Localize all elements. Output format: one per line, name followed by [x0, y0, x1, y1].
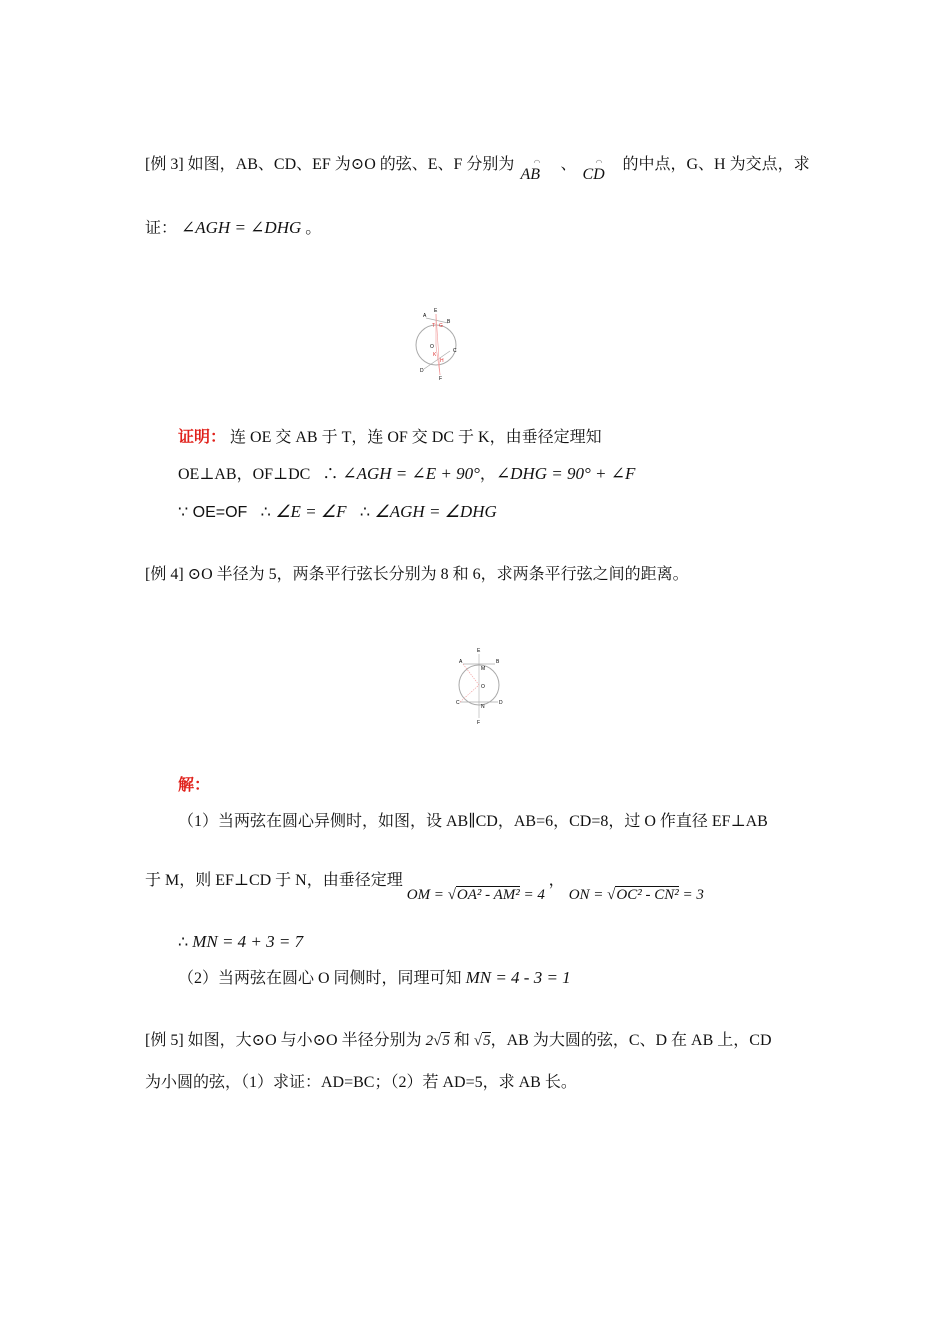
- ex3-figure-label: F: [439, 376, 443, 382]
- ex3-proof-line1: [178, 428, 602, 448]
- proof-eq-3c: ∠AGH = ∠DHG: [374, 502, 497, 521]
- ex4-figure-label: E: [477, 648, 481, 654]
- ex3-statement-line1: [145, 155, 810, 183]
- sol-text-1b: 于 M，则 EF⊥CD 于 N，由垂径定理: [145, 872, 403, 889]
- ex5-statement-line2: [145, 1073, 577, 1093]
- comma: ，: [548, 872, 565, 889]
- therefore-symbol: ∴: [178, 934, 189, 951]
- ex3-text-a: 如图，AB、CD、EF 为⊙O 的弦、E、F 分别为: [187, 156, 515, 173]
- proof-text-3a: OE=OF: [192, 504, 248, 521]
- ex3-statement-line2: [145, 218, 321, 239]
- ex4-tag: [例 4]: [145, 566, 184, 583]
- ex3-proof-line3: [178, 502, 497, 523]
- proof-text-2a: OE⊥AB，OF⊥DC: [178, 466, 311, 483]
- ex5-text-1: 如图，大⊙O 与小⊙O 半径分别为: [187, 1032, 422, 1049]
- mn-equation-2: MN = 4 - 3 = 1: [465, 968, 571, 987]
- ex5-and: 和: [453, 1032, 470, 1049]
- ex5-tag: [例 5]: [145, 1032, 184, 1049]
- ex4-figure: [455, 646, 505, 726]
- proof-eq-3b: ∠E = ∠F: [275, 502, 347, 521]
- arc-ab: ◠ AB: [520, 158, 541, 183]
- since-symbol: ∵: [178, 504, 189, 521]
- om-equation: OM = √OA² - AM² = 4: [406, 887, 545, 903]
- radius-small: √5: [473, 1033, 491, 1049]
- ex4-figure-label: N: [481, 704, 485, 710]
- ex3-figure-label: D: [420, 368, 424, 374]
- solution-label: 解：: [178, 777, 211, 794]
- ex5-text-2: ，AB 为大圆的弦，C、D 在 AB 上，CD: [490, 1032, 772, 1049]
- ex5-statement-line1: [145, 1031, 772, 1051]
- ex4-solution-line4: [178, 968, 571, 989]
- ex3-tag: [例 3]: [145, 156, 184, 173]
- ex3-figure-label: C: [453, 348, 457, 354]
- ex4-solution-line2: [145, 871, 704, 903]
- on-equation: ON = √OC² - CN² = 3: [568, 887, 704, 903]
- ex5-text-3: 为小圆的弦，（1）求证：AD=BC；（2）若 AD=5，求 AB 长。: [145, 1074, 577, 1091]
- ex4-figure-label: O: [481, 684, 485, 690]
- ex3-proof-line2: [178, 464, 635, 485]
- ex3-figure: [412, 306, 462, 382]
- ex4-figure-label: M: [481, 666, 486, 672]
- ex4-statement: [145, 565, 689, 585]
- ex4-text: ⊙O 半径为 5，两条平行弦长分别为 8 和 6，求两条平行弦之间的距离。: [187, 566, 689, 583]
- therefore-symbol: ∴: [359, 504, 371, 521]
- proof-eq-2c: ∠DHG = 90° + ∠F: [495, 464, 636, 483]
- ex4-figure-label: B: [496, 659, 500, 665]
- ex3-figure-label: T: [432, 323, 436, 329]
- ex4-figure-label: D: [499, 700, 503, 706]
- ex3-figure-label: H: [440, 358, 444, 364]
- ex4-figure-label: C: [456, 700, 460, 706]
- arc-cd: ◠ CD: [582, 158, 605, 183]
- ex4-solution-line1: [178, 812, 768, 832]
- mn-equation-1: MN = 4 + 3 = 7: [192, 932, 304, 951]
- comma: ，: [479, 466, 496, 483]
- ex3-text-b: 的中点，G、H 为交点，求: [622, 156, 810, 173]
- ex3-goal: ∠AGH = ∠DHG: [181, 218, 302, 237]
- proof-label: 证明：: [178, 429, 227, 446]
- ex3-text-c: 证：: [145, 220, 178, 237]
- therefore-symbol: ∴: [322, 466, 339, 483]
- ex3-figure-label: A: [423, 313, 427, 319]
- ex3-figure-label: O: [430, 344, 434, 350]
- ex4-figure-label: A: [459, 659, 463, 665]
- proof-eq-2b: ∠AGH = ∠E + 90°: [342, 464, 480, 483]
- ex3-figure-label: K: [433, 352, 437, 358]
- ex3-figure-label: E: [434, 308, 438, 314]
- ex4-solution-label: [178, 776, 210, 796]
- ex3-sep: 、: [560, 156, 577, 173]
- proof-text-1: 连 OE 交 AB 于 T，连 OF 交 DC 于 K，由垂径定理知: [230, 429, 602, 446]
- ex3-end: 。: [305, 220, 322, 237]
- ex3-figure-label: G: [439, 323, 443, 329]
- ex3-figure-label: B: [447, 319, 451, 325]
- therefore-symbol: ∴: [260, 504, 271, 521]
- sol-text-2: （2）当两弦在圆心 O 同侧时，同理可知: [178, 970, 462, 987]
- sol-text-1a: （1）当两弦在圆心异侧时，如图，设 AB∥CD，AB=6，CD=8，过 O 作直径 EF⊥AB: [178, 813, 768, 830]
- ex4-solution-line3: [178, 932, 303, 953]
- radius-large: 2√5: [425, 1033, 450, 1049]
- ex4-figure-label: F: [477, 720, 481, 726]
